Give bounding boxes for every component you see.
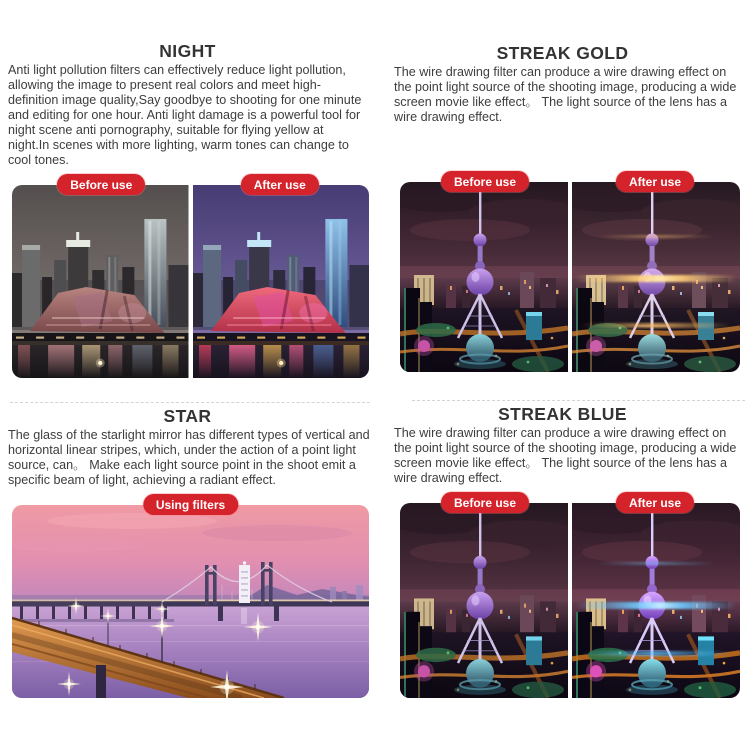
streak-gold-after-photo [572,182,740,372]
night-title: NIGHT [159,41,216,61]
streak-blue-before-photo [400,503,568,698]
night-before-use-badge: Before use [57,174,145,195]
night-after-use-badge: After use [241,174,319,195]
night-description: Anti light pollution filters can effectively reduce light pollution, allowing the image to present real colors and meet high-definition image quality,Say goodbye to shooting for one minute and editing for one hour. Anti light damage is a powerful tool for night scene anti pornography, suitable for flying yellow at night.In scenes with more lighting, warm tones can change to cool tones. [8,63,362,167]
star-title: STAR [163,406,212,426]
night-comparison-card [12,177,369,378]
streak-gold-before-photo [400,182,568,372]
using-filters-badge: Using filters [143,494,238,515]
streak-gold-before-use-badge: Before use [441,171,529,192]
streak-blue-before-use-badge: Before use [441,492,529,513]
streak-blue-after-photo [572,503,740,698]
night-before-photo [12,185,189,378]
streak-gold-comparison-card [400,174,740,372]
right-column-divider [412,400,745,401]
streak-blue-title: STREAK BLUE [498,404,627,424]
streak-blue-description: The wire drawing filter can produce a wire drawing effect on the point light source of the shooting image, producing a wide screen movie like effect。 The light source of the lens has a wire drawing effect. [394,426,737,485]
streak-blue-comparison-card [400,495,740,698]
streak-gold-description: The wire drawing filter can produce a wire drawing effect on the point light source of the shooting image, producing a wide screen movie like effect。 The light source of the lens has a wire drawing effect. [394,65,737,124]
streak-blue-after-use-badge: After use [616,492,694,513]
streak-gold-after-use-badge: After use [616,171,694,192]
star-filter-photo [12,505,369,698]
night-after-photo [193,185,370,378]
streak-gold-title: STREAK GOLD [496,43,629,63]
star-description: The glass of the starlight mirror has different types of vertical and horizontal linear stripes, which, under the action of a point light source, can。 Make each light source point in the shoot emit a specific beam of light, achieving a radiant effect. [8,428,370,487]
left-column-divider [10,402,370,403]
star-sample-card [12,497,369,698]
